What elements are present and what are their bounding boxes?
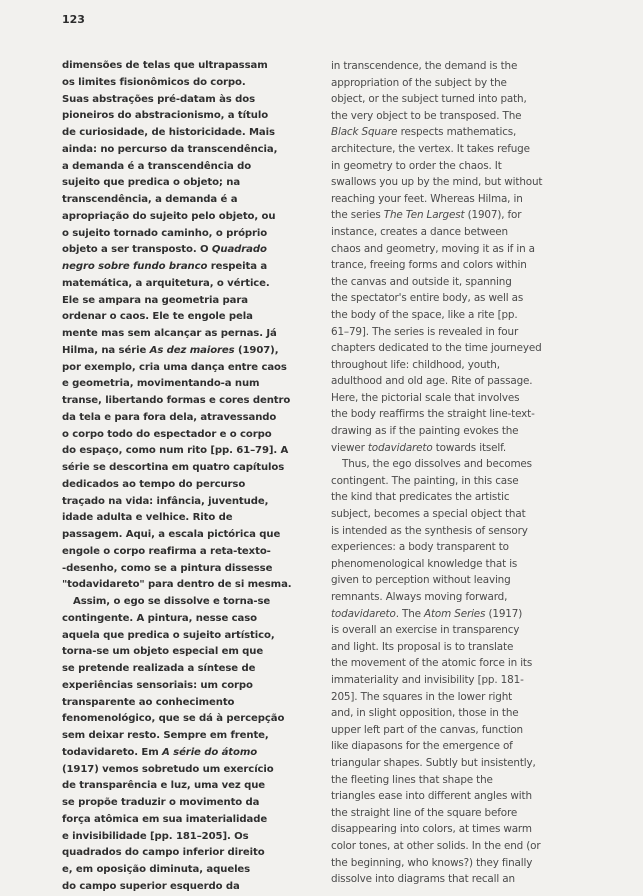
text-run: trance, freeing forms and colors within [331, 259, 527, 272]
text-line [62, 611, 318, 628]
text-line [331, 274, 591, 291]
portuguese-text-column [62, 58, 318, 896]
text-run: pioneiros do abstracionismo, a título [62, 110, 269, 122]
text-run: o sujeito tornado caminho, o próprio [62, 227, 268, 239]
text-run: the canvas and outside it, spanning [331, 275, 512, 288]
text-run: is intended as the synthesis of sensory [331, 524, 528, 537]
text-run: the kind that predicates the artistic [331, 491, 510, 504]
text-line [62, 226, 318, 243]
text-line [331, 523, 591, 540]
text-line [62, 510, 318, 527]
text-run: sem deixar resto. Sempre em frente, [62, 730, 269, 741]
text-line [331, 871, 591, 888]
text-run: in transcendence, the demand is the [331, 60, 518, 72]
text-line [331, 373, 591, 390]
text-line [62, 778, 318, 795]
text-line [62, 644, 318, 661]
text-line [331, 639, 591, 656]
text-line [62, 360, 318, 377]
text-run: towards itself. [432, 441, 507, 454]
text-run: upper left part of the canvas, function [331, 723, 523, 736]
text-run: contingent. The painting, in this case [331, 474, 519, 487]
text-run: remnants. Always moving forward, [331, 591, 508, 603]
text-line [62, 728, 318, 745]
text-run: transe, libertando formas e cores dentro [62, 395, 291, 406]
text-run: throughout life: childhood, youth, [331, 358, 500, 371]
text-line [62, 427, 318, 444]
text-line [331, 456, 591, 473]
text-line [331, 539, 591, 556]
text-run: is overall an exercise in transparency [331, 624, 520, 637]
text-run: sujeito que predica o objeto; na [62, 177, 241, 189]
text-run: todavidareto. Em [62, 746, 163, 758]
text-line [331, 672, 591, 689]
text-run: . The [395, 607, 425, 620]
text-run: aquela que predica o sujeito artístico, [62, 629, 275, 641]
text-run: the body reaffirms the straight line-text- [331, 408, 535, 421]
text-run: ainda: no percurso da transcendência, [62, 143, 278, 155]
text-line [331, 489, 591, 506]
text-line [62, 477, 318, 494]
text-run: (1917) vemos sobretudo um exercício [62, 763, 274, 775]
text-line [62, 711, 318, 728]
italic-title: todavidareto [367, 441, 433, 454]
text-run: respeita a [207, 261, 268, 272]
italic-title: A série do átomo [162, 746, 258, 758]
text-line [331, 606, 591, 623]
text-line [331, 423, 591, 440]
text-run: e invisibilidade [pp. 181–205]. Os [62, 830, 249, 842]
text-line [331, 340, 591, 357]
text-run: the beginning, who knows?) they finally [331, 856, 533, 869]
text-run: appropriation of the subject by the [331, 76, 507, 89]
text-run: chapters dedicated to the time journeyed [331, 342, 542, 355]
text-run: da tela e para fora dela, atravessando [62, 411, 277, 423]
text-run: do campo superior esquerdo da [62, 880, 240, 892]
text-run: se pretende realizada a síntese de [62, 663, 256, 674]
text-line [62, 142, 318, 159]
text-run: experiences: a body transparent to [331, 541, 509, 554]
text-line [62, 58, 318, 75]
text-run: Hilma, na série [62, 344, 150, 356]
text-line [62, 343, 318, 360]
text-run: Thus, the ego dissolves and becomes [342, 458, 532, 471]
text-line [62, 577, 318, 594]
text-line [331, 241, 591, 258]
italic-title: Black Square [331, 126, 398, 139]
text-line [331, 805, 591, 822]
text-run: the movement of the atomic force in its [331, 657, 533, 670]
text-line [62, 175, 318, 192]
text-run: torna-se um objeto especial em que [62, 646, 264, 658]
text-run: de transparência e luz, uma vez que [62, 780, 266, 792]
italic-title: negro sobre fundo branco [62, 261, 208, 272]
text-line [62, 561, 318, 578]
text-run: the spectator's entire body, as well as [331, 292, 524, 305]
text-line [62, 829, 318, 846]
text-run: ordenar o caos. Ele te engole pela [62, 311, 253, 323]
text-run: "todavidareto" para dentro de si mesma. [62, 579, 292, 591]
text-run: mente mas sem alcançar as pernas. Já [62, 328, 277, 339]
text-run: phenomenological knowledge that is [331, 557, 518, 570]
text-line [331, 440, 591, 457]
text-run: respects mathematics, [397, 126, 517, 139]
text-line [62, 795, 318, 812]
text-run: the body of the space, like a rite [pp. [331, 308, 518, 321]
text-run: -desenho, como se a pintura dissesse [62, 562, 273, 574]
english-text-column [331, 58, 591, 888]
text-line [331, 838, 591, 855]
text-run: Suas abstrações pré-datam às dos [62, 93, 255, 105]
text-run: the series [331, 209, 384, 222]
text-run: in geometry to order the chaos. It [331, 159, 502, 172]
text-line [331, 108, 591, 125]
text-line [331, 174, 591, 191]
text-run: se propõe traduzir o movimento da [62, 797, 260, 808]
text-line [331, 589, 591, 606]
text-run: and, in slight opposition, those in the [331, 707, 519, 720]
text-line [331, 788, 591, 805]
text-run: the fleeting lines that shape the [331, 773, 493, 786]
text-line [62, 293, 318, 310]
text-run: (1917) [485, 607, 523, 620]
text-line [331, 124, 591, 141]
text-run: fenomenológico, que se dá à percepção [62, 713, 285, 725]
text-run: Here, the pictorial scale that involves [331, 391, 520, 404]
text-line [62, 845, 318, 862]
text-line [331, 191, 591, 208]
text-line [62, 410, 318, 427]
text-run: contingente. A pintura, nesse caso [62, 612, 257, 624]
italic-title: Atom Series [424, 607, 486, 620]
text-run: subject, becomes a special object that [331, 508, 526, 521]
text-run: quadrados do campo inferior direito [62, 847, 265, 859]
text-run: color tones, at other solids. In the end (or [331, 839, 541, 852]
text-line [62, 460, 318, 477]
text-run: triangular shapes. Subtly but insistently, [331, 756, 536, 769]
text-run: Assim, o ego se dissolve e torna-se [73, 596, 271, 607]
text-line [331, 722, 591, 739]
text-line [62, 393, 318, 410]
text-run: dimensões de telas que ultrapassam [62, 60, 268, 71]
text-line [331, 75, 591, 92]
text-run: passagem. Aqui, a escala pictórica que [62, 529, 281, 540]
text-line [331, 705, 591, 722]
text-run: adulthood and old age. Rite of passage. [331, 375, 533, 388]
text-run: instance, creates a dance between [331, 225, 508, 238]
text-line [62, 259, 318, 276]
text-line [331, 357, 591, 374]
text-line [62, 75, 318, 92]
text-run: disappearing into colors, at times warm [331, 823, 532, 836]
text-line [62, 92, 318, 109]
text-line [331, 821, 591, 838]
text-run: reaching your feet. Whereas Hilma, in [331, 192, 523, 205]
text-run: os limites fisionômicos do corpo. [62, 76, 246, 88]
text-line [62, 494, 318, 511]
text-line [331, 556, 591, 573]
text-run: like diapasons for the emergence of [331, 740, 513, 753]
text-run: (1907), [234, 344, 279, 356]
text-run: (1907), for [464, 209, 522, 222]
text-run: traçado na vida: infância, juventude, [62, 495, 269, 507]
text-run: drawing as if the painting evokes the [331, 425, 519, 438]
italic-title: Quadrado [211, 244, 267, 256]
text-line [331, 324, 591, 341]
text-line [62, 812, 318, 829]
text-run: idade adulta e velhice. Rito de [62, 512, 233, 524]
text-line [331, 207, 591, 224]
text-line [62, 309, 318, 326]
text-run: transparente ao conhecimento [62, 696, 235, 708]
text-line [331, 224, 591, 241]
text-run: viewer [331, 441, 368, 454]
text-run: 61–79]. The series is revealed in four [331, 325, 519, 338]
text-run: immateriality and invisibility [pp. 181- [331, 673, 524, 686]
page-number: 123 [62, 13, 85, 26]
text-line [62, 544, 318, 561]
text-run: força atômica em sua imaterialidade [62, 813, 268, 825]
text-line [62, 678, 318, 695]
text-run: swallows you up by the mind, but without [331, 176, 543, 189]
text-run: and light. Its proposal is to translate [331, 640, 514, 653]
text-run: the straight line of the square before [331, 806, 518, 819]
text-run: série se descortina em quatro capítulos [62, 462, 285, 473]
text-run: dissolve into diagrams that recall an [331, 873, 515, 886]
text-line [62, 159, 318, 176]
text-run: e geometria, movimentando-a num [62, 378, 260, 390]
text-line [62, 745, 318, 762]
text-run: do espaço, como num rito [pp. 61–79]. A [62, 445, 289, 457]
text-line [331, 91, 591, 108]
text-line [331, 406, 591, 423]
text-line [331, 622, 591, 639]
text-line [62, 879, 318, 896]
text-run: e, em oposição diminuta, aqueles [62, 864, 251, 875]
text-line [62, 695, 318, 712]
text-line [331, 655, 591, 672]
text-line [62, 326, 318, 343]
text-line [62, 108, 318, 125]
italic-title: todavidareto [331, 607, 396, 620]
text-run: experiências sensoriais: um corpo [62, 679, 253, 691]
text-line [331, 290, 591, 307]
text-run: matemática, a arquitetura, o vértice. [62, 277, 270, 289]
italic-title: As dez maiores [149, 344, 235, 356]
text-run: a demanda é a transcendência do [62, 160, 252, 172]
text-line [62, 192, 318, 209]
text-line [331, 158, 591, 175]
text-run: o corpo todo do espectador e o corpo [62, 428, 272, 440]
text-run: transcendência, a demanda é a [62, 194, 238, 205]
text-line [62, 125, 318, 142]
text-line [62, 443, 318, 460]
text-line [62, 209, 318, 226]
text-run: architecture, the vertex. It takes refuge [331, 142, 530, 155]
text-run: apropriação do sujeito pelo objeto, ou [62, 210, 276, 222]
text-line [331, 307, 591, 324]
text-line [62, 661, 318, 678]
text-line [331, 390, 591, 407]
text-line [62, 376, 318, 393]
text-run: 205]. The squares in the lower right [331, 690, 513, 703]
text-line [331, 506, 591, 523]
text-line [62, 862, 318, 879]
text-line [62, 242, 318, 259]
text-line [331, 473, 591, 490]
text-run: objeto a ser transposto. O [62, 244, 212, 256]
text-line [331, 58, 591, 75]
text-run: chaos and geometry, moving it as if in a [331, 242, 535, 255]
text-line [331, 572, 591, 589]
text-run: object, or the subject turned into path, [331, 93, 527, 106]
text-line [62, 628, 318, 645]
text-run: given to perception without leaving [331, 574, 511, 587]
text-run: de curiosidade, de historicidade. Mais [62, 127, 275, 138]
text-line [331, 738, 591, 755]
text-run: Ele se ampara na geometria para [62, 294, 248, 306]
text-line [331, 772, 591, 789]
text-line [331, 755, 591, 772]
text-run: dedicados ao tempo do percurso [62, 478, 246, 490]
text-line [331, 689, 591, 706]
italic-title: The Ten Largest [383, 209, 465, 222]
text-line [62, 594, 318, 611]
text-line [331, 855, 591, 872]
text-run: the very object to be transposed. The [331, 109, 522, 122]
text-run: engole o corpo reafirma a reta-texto- [62, 545, 271, 557]
text-run: triangles ease into different angles with [331, 790, 532, 803]
text-run: por exemplo, cria uma dança entre caos [62, 361, 287, 373]
text-line [331, 141, 591, 158]
text-line [62, 762, 318, 779]
text-line [62, 276, 318, 293]
text-line [331, 257, 591, 274]
text-line [62, 527, 318, 544]
